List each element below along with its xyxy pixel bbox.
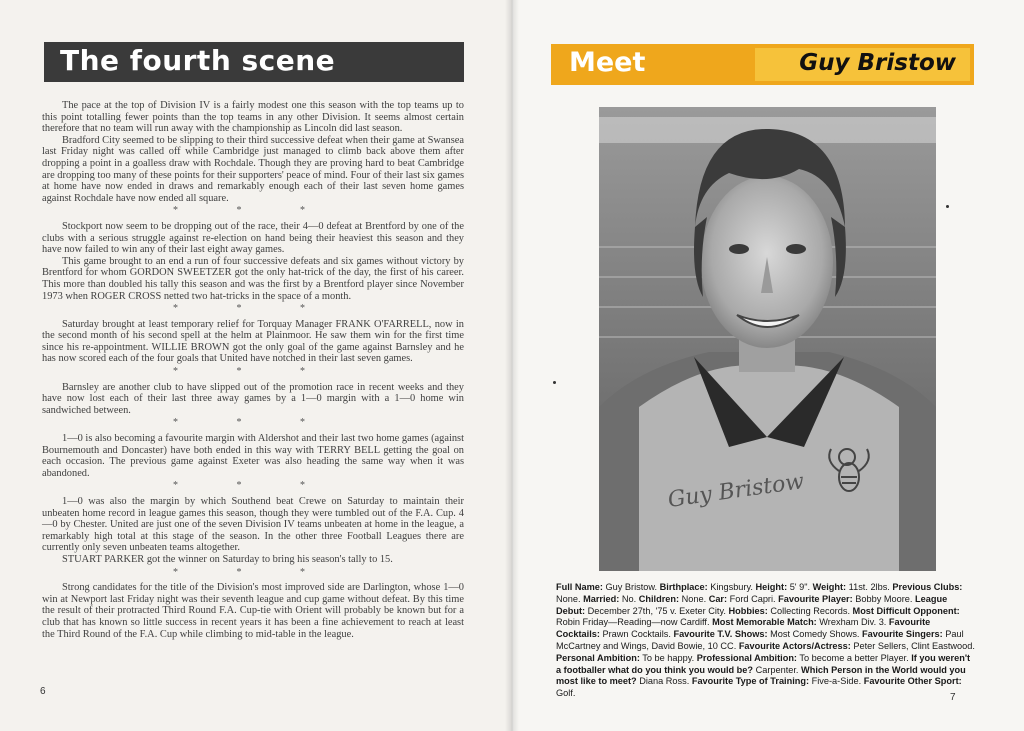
profile-entry	[692, 676, 864, 686]
page-gutter	[505, 0, 519, 731]
profile-label: Most Difficult Opponent:	[852, 605, 960, 616]
profile-label: Hobbies:	[728, 605, 768, 616]
print-speck	[553, 381, 556, 384]
profile-value: Robin Friday—Reading—now Cardiff.	[556, 617, 713, 628]
profile-entry	[697, 653, 911, 663]
profile-entry	[660, 582, 756, 592]
profile-label: Favourite T.V. Shows:	[673, 629, 768, 640]
player-profile-caption	[556, 582, 976, 700]
profile-entry	[728, 606, 852, 616]
profile-value: Collecting Records.	[767, 605, 853, 616]
profile-label: Previous Clubs:	[892, 582, 963, 592]
article-title: The fourth scene	[60, 44, 336, 77]
profile-entry	[813, 582, 893, 592]
profile-entry	[639, 594, 709, 604]
profile-value: Guy Bristow.	[602, 582, 660, 592]
profile-value: Diana Ross.	[636, 676, 692, 687]
profile-entry	[712, 617, 889, 627]
banner-name-box	[755, 48, 970, 81]
right-page-banner	[551, 44, 974, 85]
profile-label: Personal Ambition:	[556, 652, 640, 663]
article-paragraph: The pace at the top of Division IV is a fairly modest one this season with the top teams up to this point totalling fewer points than the top teams in any other Division. It seems almost certain therefore that no team will run away with the championship as Lincoln did last season.	[42, 100, 464, 135]
profile-entry	[583, 594, 639, 604]
profile-value: None.	[679, 593, 709, 604]
profile-value: To be happy.	[639, 652, 697, 663]
profile-value: Wrexham Div. 3.	[816, 617, 889, 628]
profile-value: Most Comedy Shows.	[767, 629, 863, 640]
profile-value: December 27th, '75 v. Exeter City.	[585, 605, 729, 616]
section-separator: * * *	[173, 366, 333, 378]
article-paragraph: Stockport now seem to be dropping out of the race, their 4—0 defeat at Brentford by one of the clubs with a serious struggle against re-election on hand being their heaviest this season and they have now failed to win any of their last eight away games.	[42, 220, 464, 256]
article-paragraph: 1—0 was also the margin by which Southend beat Crewe on Saturday to maintain their unbeaten home record in league games this season, though they were tumbled out of the F.A. Cup. 4—0 by Chester. United are just one of the seven Division IV teams unbeaten at home in the league, a remarkably high total at this stage of the season. In the other three Football Leagues there are currently only seven unbeaten teams altogether.	[42, 496, 464, 554]
section-separator: * * *	[173, 205, 333, 217]
section-separator: * * *	[173, 480, 333, 492]
profile-value: Carpenter.	[753, 664, 802, 675]
player-photo	[599, 107, 936, 571]
article-paragraph: 1—0 is also becoming a favourite margin with Aldershot and their last two home games (against Bournemouth and Doncaster) have both ended in this way with TERRY BELL getting the goal on each occasion. The previous game against Exeter was also heading the same way when it was abandoned.	[42, 433, 464, 479]
left-page-banner	[44, 42, 464, 82]
profile-entry	[709, 594, 778, 604]
profile-label: Height:	[755, 582, 788, 592]
profile-value: Golf.	[556, 688, 576, 699]
profile-label: Most Memorable Match:	[712, 617, 817, 628]
profile-label: Favourite Type of Training:	[691, 676, 810, 687]
profile-entry	[673, 629, 862, 639]
profile-label: Professional Ambition:	[696, 652, 797, 663]
profile-value: 5' 9".	[787, 582, 813, 592]
article-paragraph: STUART PARKER got the winner on Saturday to bring his season's tally to 15.	[62, 553, 393, 565]
profile-label: Birthplace:	[659, 582, 708, 592]
section-separator: * * *	[173, 303, 333, 315]
profile-value: Ford Capri.	[727, 593, 779, 604]
section-separator: * * *	[173, 417, 333, 429]
article-paragraph: Barnsley are another club to have slipped out of the promotion race in recent weeks and they have now lost each of their last three away games by a 1—0 margin with a 1—0 home win sandwiched between.	[42, 381, 464, 416]
banner-meet-text: Meet	[569, 47, 646, 78]
profile-label: Which Person in the World would you most like to meet?	[556, 664, 966, 687]
profile-label: Full Name:	[556, 582, 603, 592]
profile-label: If you weren't a footballer what do you think you would be?	[556, 652, 971, 675]
profile-value: Paul McCartney and Wings, David Bowie, 10 CC.	[556, 629, 964, 651]
page-number-right: 7	[950, 692, 956, 703]
profile-label: Favourite Singers:	[862, 629, 943, 640]
photo-signature: Guy Bristow	[666, 469, 806, 513]
banner-player-name: Guy Bristow	[799, 50, 956, 76]
article-body	[42, 100, 464, 640]
profile-label: Favourite Cocktails:	[556, 617, 931, 640]
profile-label: Weight:	[812, 582, 847, 592]
profile-value: To become a better Player.	[796, 652, 912, 663]
profile-value: Five-a-Side.	[809, 676, 864, 687]
profile-value: Bobby Moore.	[852, 593, 916, 604]
profile-value: Prawn Cocktails.	[599, 629, 674, 640]
profile-label: Car:	[708, 593, 728, 604]
profile-entry	[739, 641, 975, 651]
profile-value: Peter Sellers, Clint Eastwood.	[850, 640, 975, 651]
profile-label: Favourite Other Sport:	[863, 676, 962, 687]
profile-value: 11st. 2lbs.	[846, 582, 893, 592]
profile-value: Kingsbury.	[707, 582, 756, 592]
player-portrait-illustration	[599, 107, 936, 571]
profile-entry	[556, 653, 697, 663]
profile-label: Favourite Actors/Actress:	[738, 640, 851, 651]
profile-entry	[556, 582, 660, 592]
article-paragraph: This game brought to an end a run of four successive defeats and six games without victory by Brentford for whom GORDON SWEETZER got the only hat-trick of the day, the first of his career. This more than doubled his tally this season and was the first by a Brentford player since November 1973 when ROGER CROSS netted two hat-tricks in the space of a month.	[42, 255, 464, 302]
article-paragraph: Saturday brought at least temporary relief for Torquay Manager FRANK O'FARRELL, now in the second month of his second spell at the helm at Plainmoor. He saw them win for the first time since his re-appointment. WILLIE BROWN got the only goal of the game against Barnsley and he has now scored each of the four goals that United have notched in their last seven games.	[42, 318, 464, 365]
article-paragraph: Bradford City seemed to be slipping to their third successive defeat when their game at Swansea last Friday night was called off while Cambridge just managed to climb back above them after dropping a point in a goalless draw with Rochdale. Though they are proving hard to beat Cambridge are dropping too many of these points for their supporters' peace of mind. Four of their last six games at home have now ended in draws and remarkably enough each of their last seven home games against Rochdale have now ended all square.	[42, 134, 464, 204]
profile-label: Children:	[638, 593, 680, 604]
profile-label: League Debut:	[556, 593, 948, 616]
profile-entry	[756, 582, 813, 592]
profile-value: No.	[619, 593, 639, 604]
print-speck	[946, 205, 949, 208]
profile-label: Favourite Player:	[778, 593, 853, 604]
page-number-left: 6	[40, 686, 46, 697]
article-paragraph: Strong candidates for the title of the Division's most improved side are Darlington, whose 1—0 win at Newport last Friday night was their seventh league and cup game without defeat. By this time the result of their protracted Third Round F.A. Cup-tie with Orient will probably be known but for a club that has known so little success in recent years it has been a fine achievement to reach at least the Third Round of the F.A. Cup while climbing to mid-table in the league.	[42, 582, 464, 640]
profile-label: Married:	[583, 593, 620, 604]
profile-value: None.	[556, 593, 584, 604]
section-separator: * * *	[173, 566, 333, 578]
profile-entry	[778, 594, 915, 604]
